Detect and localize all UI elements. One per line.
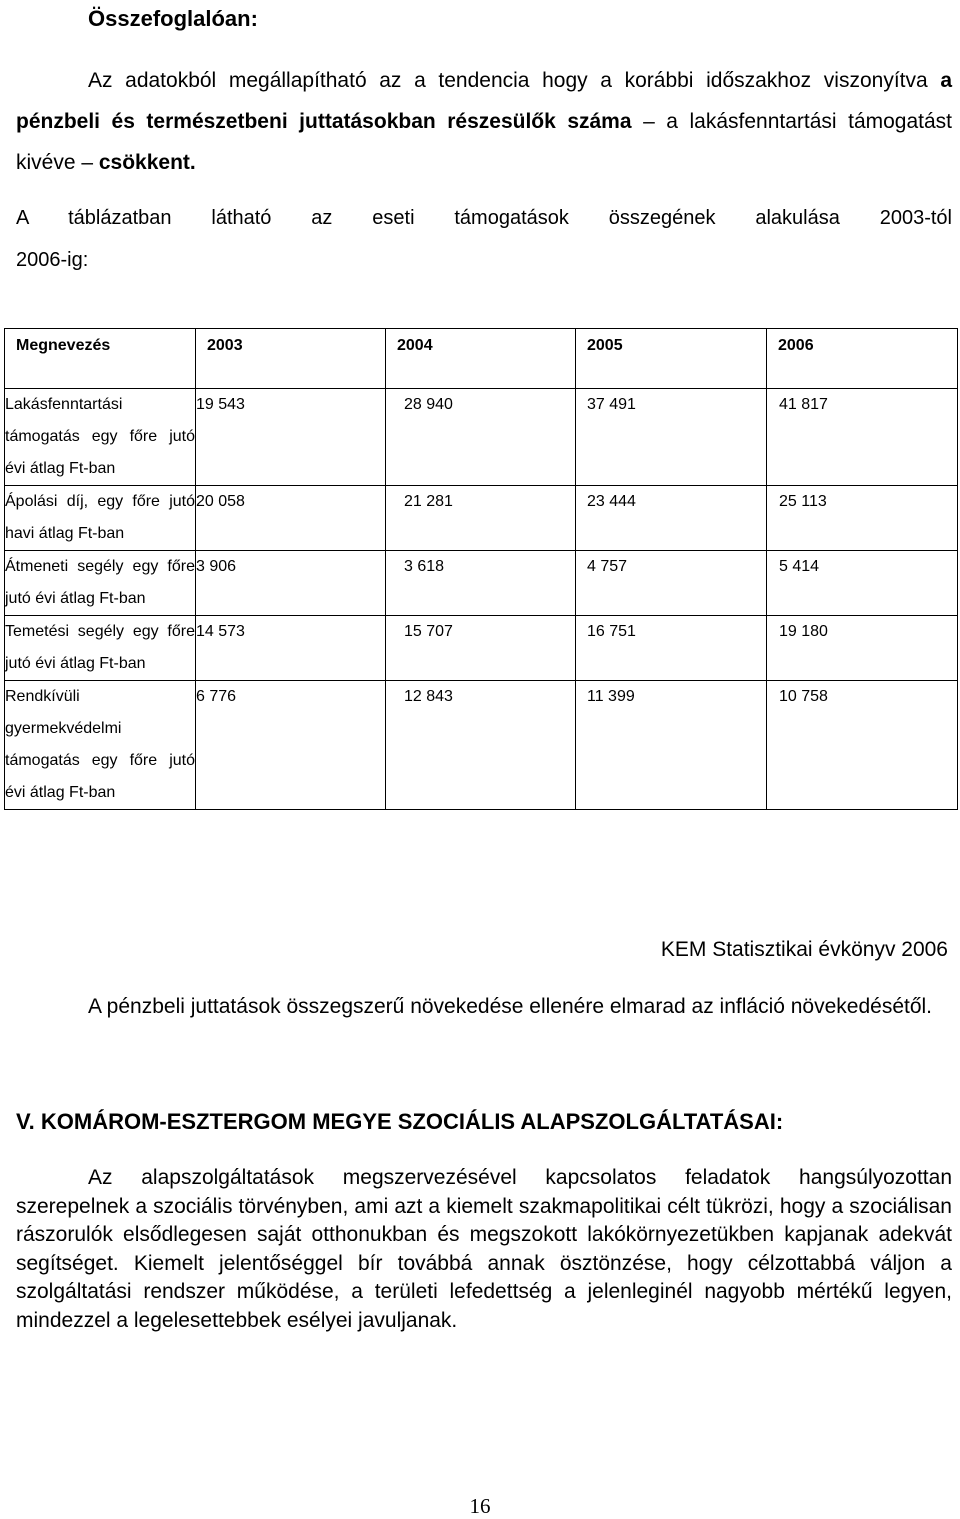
cell-value: 3 618 (386, 551, 576, 616)
cell-value: 28 940 (386, 389, 576, 486)
table-intro-paragraph (16, 197, 952, 281)
table-row (5, 486, 958, 551)
table-row (5, 681, 958, 810)
header-2003: 2003 (196, 329, 386, 389)
table-intro-line-2: 2006-ig: (16, 249, 89, 271)
cell-value: 3 906 (196, 551, 386, 616)
section-title: V. KOMÁROM-ESZTERGOM MEGYE SZOCIÁLIS ALAPSZOLGÁLTATÁSAI: (16, 1109, 784, 1134)
row-label: Temetési segély egy főre jutó évi átlag Ft-ban (5, 616, 196, 681)
row-label: Átmeneti segély egy főre jutó évi átlag Ft-ban (5, 551, 196, 616)
table-header-row (5, 329, 958, 389)
table-row (5, 551, 958, 616)
cell-value: 4 757 (576, 551, 767, 616)
cell-value: 14 573 (196, 616, 386, 681)
header-2006: 2006 (767, 329, 958, 389)
row-label: Lakásfenntartási támogatás egy főre jutó évi átlag Ft-ban (5, 389, 196, 486)
cell-value: 19 180 (767, 616, 958, 681)
cell-value: 15 707 (386, 616, 576, 681)
source-citation: KEM Statisztikai évkönyv 2006 (660, 938, 948, 961)
row-label: Rendkívüli gyermekvédelmi támogatás egy főre jutó évi átlag Ft-ban (5, 681, 196, 810)
support-amounts-table (4, 328, 958, 810)
cell-value: 41 817 (767, 389, 958, 486)
cell-value: 23 444 (576, 486, 767, 551)
cell-value: 16 751 (576, 616, 767, 681)
services-text: Az alapszolgáltatások megszervezésével kapcsolatos feladatok hangsúlyozottan szerepelnek a szociális törvényben, ami azt a kiemelt szakmapolitikai célt tükrözi, hogy a szociálisan rászorulók elsődlegesen saját otthonukban és megszokott lakókörnyezetükben kapjanak adekvát segítséget. Kiemelt jelentőséggel bír továbbá annak ösztönzése, hogy célzottabbá váljon a szolgáltatási rendszer működése, a területi lefedettség a jelenleginél nagyobb mértékű legyen, mindezzel a legelesettebbek esélyei javuljanak. (16, 1166, 952, 1332)
summary-text-2: – a lakásfenntartási támogatást kivéve – (16, 110, 953, 174)
row-label: Ápolási díj, egy főre jutó havi átlag Ft-ban (5, 486, 196, 551)
cell-value: 10 758 (767, 681, 958, 810)
table-intro-line-1: A táblázatban látható az eseti támogatások összegének alakulása 2003-tól (16, 207, 952, 229)
header-2004: 2004 (386, 329, 576, 389)
table-row (5, 389, 958, 486)
cell-value: 6 776 (196, 681, 386, 810)
cell-value: 37 491 (576, 389, 767, 486)
services-paragraph (16, 1164, 952, 1336)
cell-value: 21 281 (386, 486, 576, 551)
cell-value: 12 843 (386, 681, 576, 810)
summary-text-1: Az adatokból megállapítható az a tendencia hogy a korábbi időszakhoz viszonyítva (88, 69, 941, 92)
header-name: Megnevezés (5, 329, 196, 389)
inflation-paragraph (16, 992, 952, 1021)
cell-value: 20 058 (196, 486, 386, 551)
cell-value: 5 414 (767, 551, 958, 616)
inflation-text: A pénzbeli juttatások összegszerű növekedése ellenére elmarad az infláció növekedésétől. (88, 995, 933, 1018)
summary-heading: Összefoglalóan: (88, 6, 258, 31)
header-2005: 2005 (576, 329, 767, 389)
cell-value: 19 543 (196, 389, 386, 486)
page-number: 16 (469, 1494, 491, 1518)
summary-paragraph (16, 60, 952, 183)
cell-value: 11 399 (576, 681, 767, 810)
summary-bold-1: a pénzbeli és természetbeni juttatásokban részesülők száma (16, 69, 952, 133)
cell-value: 25 113 (767, 486, 958, 551)
table-row (5, 616, 958, 681)
summary-bold-2: csökkent. (98, 151, 196, 174)
